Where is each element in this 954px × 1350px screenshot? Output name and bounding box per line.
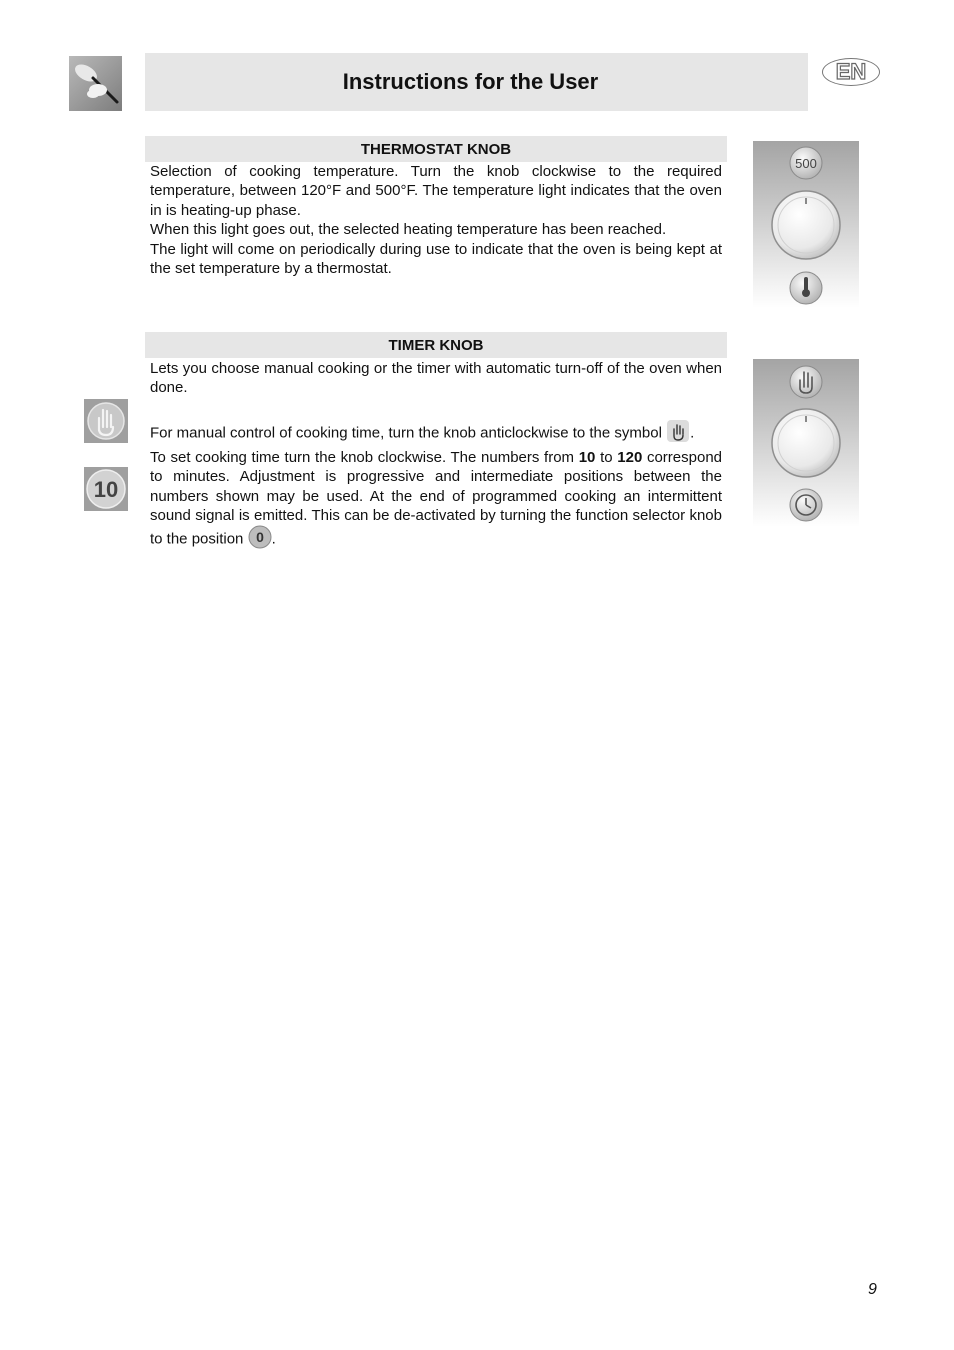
timer-heading: TIMER KNOB (145, 332, 727, 358)
chef-spoon-icon (69, 56, 122, 111)
timer-set-text-continued: correspond to minutes. Adjustment is progressive and intermediate positions between the numbers shown may be used. At the end of programmed cooking an intermittent sound signal is emitted. This can be de-activated by turning the function selector knob to the position (150, 449, 723, 548)
timer-paragraph-1 (150, 359, 722, 398)
timer-set-period: . (271, 530, 276, 548)
manual-control-text: For manual control of cooking time, turn the knob anticlockwise to the symbol (150, 424, 662, 442)
hand-icon (84, 399, 128, 443)
timer-to-word: to (600, 449, 613, 467)
timer-max-value: 120 (617, 449, 643, 467)
language-badge: EN (822, 58, 880, 86)
timer-number-icon (84, 467, 128, 511)
thermostat-knob-panel (753, 141, 859, 308)
page-number: 9 (868, 1281, 877, 1298)
timer-paragraph-2 (150, 419, 722, 554)
knob-icon (772, 191, 840, 259)
header-bar (145, 53, 808, 111)
temperature-max-label: 500 (795, 156, 817, 171)
hand-icon (790, 366, 822, 398)
timer-number-label: 10 (93, 477, 119, 502)
thermostat-heading: THERMOSTAT KNOB (145, 136, 727, 162)
zero-symbol: 0 (255, 529, 264, 546)
timer-set-text: To set cooking time turn the knob clockwise. The numbers from (150, 449, 575, 467)
thermometer-icon (790, 272, 822, 304)
clock-icon (790, 489, 822, 521)
timer-intro-text: Lets you choose manual cooking or the timer with automatic turn-off of the oven when done. (150, 360, 722, 397)
thermostat-paragraph-1: Selection of cooking temperature. Turn the knob clockwise to the required temperature, between 120°F and 500°F. The temperature light indicates that the oven in is heating-up phase. (150, 163, 722, 219)
timer-knob-panel (753, 359, 859, 527)
knob-icon (772, 409, 840, 477)
hand-icon (666, 419, 690, 448)
thermostat-paragraph-2: When this light goes out, the selected heating temperature has been reached. (150, 221, 667, 239)
page-title: Instructions for the User (342, 69, 599, 94)
thermostat-paragraph-3: The light will come on periodically during use to indicate that the oven is being kept at the set temperature by a thermostat. (150, 240, 722, 278)
thermostat-text (150, 162, 722, 278)
zero-position-icon (248, 525, 272, 554)
manual-control-period: . (690, 424, 695, 442)
timer-min-value: 10 (578, 449, 596, 467)
